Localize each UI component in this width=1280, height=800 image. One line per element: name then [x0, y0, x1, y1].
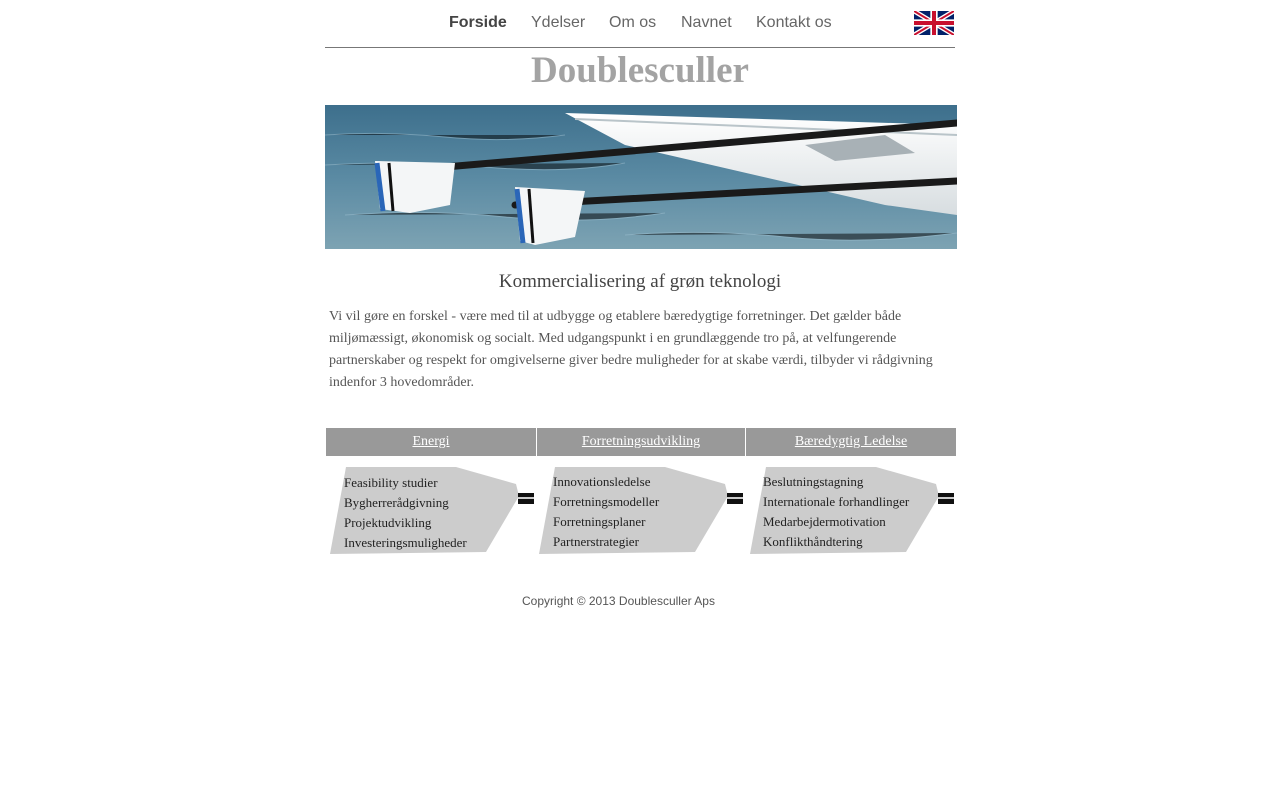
hero-image — [325, 105, 957, 249]
list-item: Feasibility studier — [344, 475, 438, 490]
column-forretningsudvikling — [537, 462, 745, 558]
list-item: Forretningsplaner — [553, 514, 646, 529]
column-energi — [326, 462, 536, 558]
list-item: Beslutningstagning — [763, 474, 864, 489]
forretningsudvikling-link[interactable]: Forretningsudvikling — [581, 434, 701, 449]
top-nav — [0, 0, 1280, 48]
baeredygtig-ledelse-link[interactable]: Bæredygtig Ledelse — [794, 434, 908, 449]
list-item: Internationale forhandlinger — [763, 494, 910, 509]
list-item: Partnerstrategier — [553, 534, 639, 549]
nav-item-forside[interactable]: Forside — [449, 14, 507, 31]
nav-divider — [325, 47, 955, 48]
nav-item-ydelser[interactable]: Ydelser — [531, 14, 586, 31]
forretningsudvikling-list — [553, 472, 659, 552]
column-baeredygtig-ledelse — [746, 462, 956, 558]
page-subtitle: Kommercialisering af grøn teknologi — [498, 271, 782, 292]
baeredygtig-ledelse-list — [763, 472, 909, 552]
footer-copyright: Copyright © 2013 Doublesculler Aps — [522, 594, 715, 608]
column-header-energi — [326, 428, 536, 456]
uk-flag-icon[interactable] — [914, 11, 954, 35]
column-header-baeredygtig-ledelse — [746, 428, 956, 456]
list-item: Forretningsmodeller — [553, 494, 660, 509]
energi-link[interactable]: Energi — [412, 434, 450, 449]
nav-item-navnet[interactable]: Navnet — [681, 14, 732, 31]
site-title: Doublesculler — [531, 50, 749, 91]
list-item: Projektudvikling — [344, 515, 432, 530]
list-item: Bygherrerådgivning — [344, 495, 449, 510]
nav-item-kontakt-os[interactable]: Kontakt os — [756, 14, 832, 31]
list-item: Investeringsmuligheder — [344, 535, 467, 550]
list-item: Innovationsledelse — [553, 474, 651, 489]
list-item: Konflikthåndtering — [763, 534, 863, 549]
intro-paragraph: Vi vil gøre en forskel - være med til at udbygge og etablere bæredygtige forretninger. Det gælder både miljømæssigt, økonomisk og socialt. Med udgangspunkt i en grundlæggende tro på, at velfungerende partnerskaber og respekt for omgivelserne giver bedre muligheder for at skabe værdi, tilbyder vi rådgivning indenfor 3 hovedområder. — [329, 309, 933, 390]
list-item: Medarbejdermotivation — [763, 514, 886, 529]
energi-list — [344, 473, 467, 553]
nav-item-om-os[interactable]: Om os — [609, 14, 657, 31]
column-header-forretningsudvikling — [537, 428, 745, 456]
